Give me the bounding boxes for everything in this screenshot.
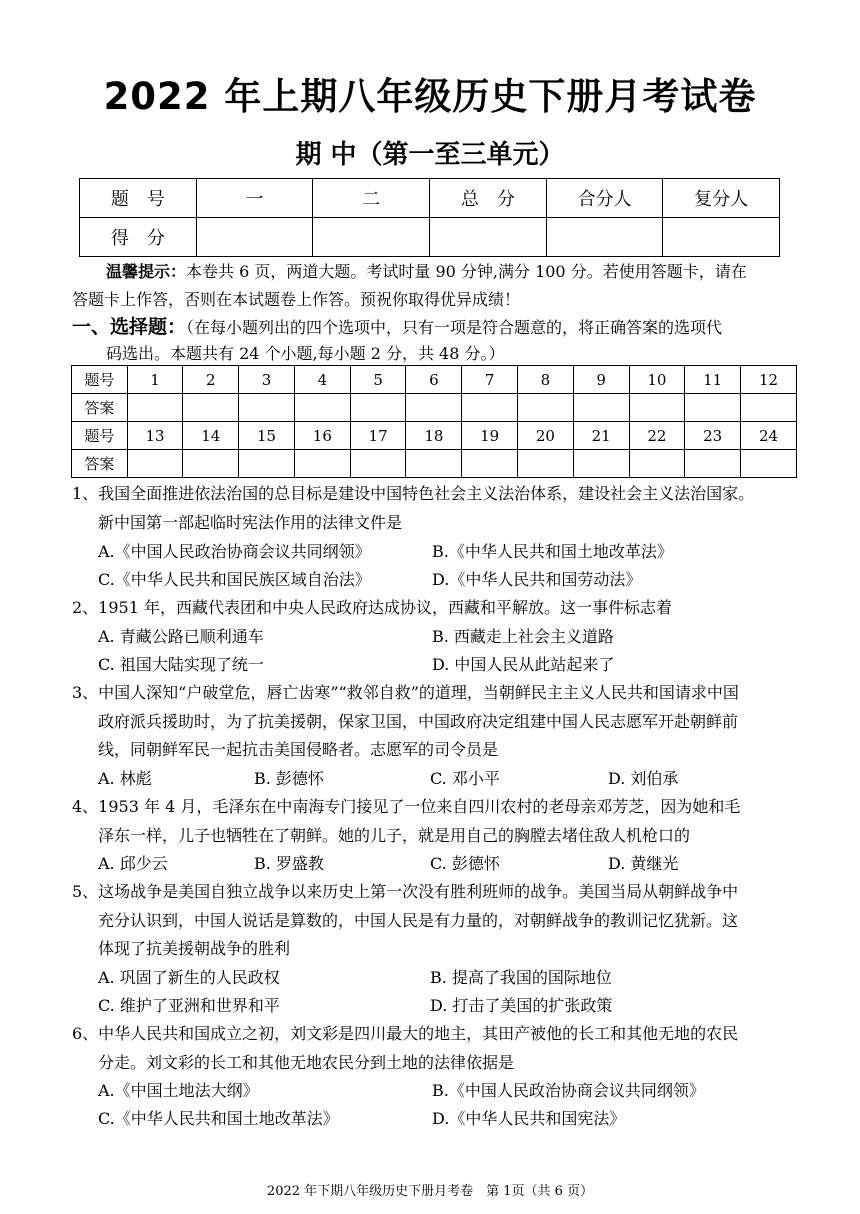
q4-option-b: B. 罗盛教 — [254, 854, 324, 873]
question-number-cell: 23 — [685, 422, 741, 450]
answer-blank-cell — [629, 450, 685, 478]
q2-option-d: D. 中国人民从此站起来了 — [432, 655, 615, 674]
exam-title: 2022 年上期八年级历史下册月考试卷 — [103, 75, 757, 118]
question-number-cell: 24 — [741, 422, 797, 450]
question-number-cell: 13 — [127, 422, 183, 450]
answer-blank-cell — [462, 450, 518, 478]
question-number-cell: 19 — [462, 422, 518, 450]
answer-blank-cell — [518, 450, 574, 478]
question-number-cell: 7 — [462, 366, 518, 394]
answer-blank-cell — [406, 394, 462, 422]
question-number-cell: 17 — [350, 422, 406, 450]
answer-blank-cell — [462, 394, 518, 422]
tip-label: 温馨提示： — [106, 262, 187, 281]
tip-text-1: 本卷共 6 页，两道大题。考试时量 90 分钟,满分 100 分。若使用答题卡，请在 — [186, 262, 747, 281]
q3-stem-line-2: 政府派兵援助时，为了抗美援朝，保家卫国，中国政府决定组建中国人民志愿军开赴朝鲜前 — [98, 712, 739, 731]
score-label-cell: 得 分 — [80, 218, 197, 257]
question-number-cell: 9 — [573, 366, 629, 394]
q2-option-c: C. 祖国大陆实现了统一 — [98, 655, 264, 674]
q5-stem-line-3: 体现了抗美援朝战争的胜利 — [98, 939, 291, 958]
answer-label-cell: 题号 — [72, 422, 128, 450]
question-number-cell: 20 — [518, 422, 574, 450]
q6-option-c: C.《中华人民共和国土地改革法》 — [98, 1109, 339, 1128]
q6-option-a: A.《中国土地法大纲》 — [98, 1081, 259, 1100]
q1-stem-line-2: 新中国第一部起临时宪法作用的法律文件是 — [98, 513, 403, 532]
q6-stem-line-1: 6、中华人民共和国成立之初，刘文彩是四川最大的地主，其田产被他的长工和其他无地的农民 — [72, 1024, 739, 1043]
score-cell: 一 — [196, 179, 313, 218]
question-number-cell: 21 — [573, 422, 629, 450]
question-number-cell: 1 — [127, 366, 183, 394]
question-number-cell: 22 — [629, 422, 685, 450]
q6-stem-line-2: 分走。刘文彩的长工和其他无地农民分到土地的法律依据是 — [98, 1053, 515, 1072]
score-cell: 题 号 — [80, 179, 197, 218]
score-cell: 总 分 — [429, 179, 546, 218]
q4-stem-line-1: 4、1953 年 4 月，毛泽东在中南海专门接见了一位来自四川农村的老母亲邓芳芝，因为她和毛 — [72, 797, 741, 816]
question-number-cell: 6 — [406, 366, 462, 394]
q1-option-a: A.《中国人民政治协商会议共同纲领》 — [98, 542, 371, 561]
section1-line-1 — [72, 317, 722, 338]
answer-blank-cell — [741, 450, 797, 478]
answer-number-row — [72, 422, 797, 450]
page-footer: 2022 年下期八年级历史下册月考卷 第 1页（共 6 页） — [266, 1184, 594, 1199]
score-table — [79, 178, 780, 257]
q6-option-d: D.《中华人民共和国宪法》 — [432, 1109, 626, 1128]
answer-label-cell: 答案 — [72, 394, 128, 422]
answer-blank-cell — [573, 450, 629, 478]
answer-blank-cell — [239, 394, 295, 422]
q1-option-b: B.《中华人民共和国土地改革法》 — [432, 542, 673, 561]
tip-line-2: 答题卡上作答，否则在本试题卷上作答。预祝你取得优异成绩！ — [72, 290, 521, 309]
question-number-cell: 11 — [685, 366, 741, 394]
q3-option-a: A. 林彪 — [98, 769, 152, 788]
q5-option-d: D. 打击了美国的扩张政策 — [430, 996, 613, 1015]
tip-line-1 — [106, 262, 747, 282]
question-number-cell: 2 — [183, 366, 239, 394]
answer-table — [71, 365, 797, 478]
question-number-cell: 5 — [350, 366, 406, 394]
q1-stem-line-1: 1、我国全面推进依法治国的总目标是建设中国特色社会主义法治体系，建设社会主义法治国家。 — [72, 484, 755, 503]
q4-option-a: A. 邱少云 — [98, 854, 168, 873]
answer-blank-cell — [294, 394, 350, 422]
question-number-cell: 10 — [629, 366, 685, 394]
section1-instruction-2: 码选出。本题共有 24 个小题,每小题 2 分，共 48 分。） — [106, 344, 505, 363]
answer-blank-cell — [183, 394, 239, 422]
answer-label-cell: 题号 — [72, 366, 128, 394]
answer-blank-cell — [350, 450, 406, 478]
answer-blank-cell — [406, 450, 462, 478]
answer-blank-cell — [239, 450, 295, 478]
answer-blank-cell — [518, 394, 574, 422]
q1-option-d: D.《中华人民共和国劳动法》 — [432, 570, 642, 589]
answer-label-cell: 答案 — [72, 450, 128, 478]
q5-stem-line-2: 充分认识到，中国人说话是算数的，中国人民是有力量的，对朝鲜战争的教训记忆犹新。这 — [98, 911, 739, 930]
question-number-cell: 18 — [406, 422, 462, 450]
answer-number-row — [72, 366, 797, 394]
q4-option-c: C. 彭德怀 — [430, 854, 500, 873]
score-blank-cell — [313, 218, 430, 257]
q5-option-a: A. 巩固了新生的人民政权 — [98, 968, 280, 987]
q6-option-b: B.《中国人民政治协商会议共同纲领》 — [432, 1081, 705, 1100]
q3-option-c: C. 邓小平 — [430, 769, 500, 788]
answer-blank-cell — [573, 394, 629, 422]
q2-option-a: A. 青藏公路已顺利通车 — [98, 627, 264, 646]
score-cell: 二 — [313, 179, 430, 218]
q3-stem-line-1: 3、中国人深知“户破堂危，唇亡齿寒”“救邻自救”的道理，当朝鲜民主主义人民共和国请求中国 — [72, 683, 739, 702]
score-cell: 复分人 — [663, 179, 780, 218]
question-number-cell: 16 — [294, 422, 350, 450]
q2-stem-line-1: 2、1951 年，西藏代表团和中央人民政府达成协议，西藏和平解放。这一事件标志着 — [72, 598, 672, 617]
q4-option-d: D. 黄继光 — [608, 854, 679, 873]
answer-blank-cell — [350, 394, 406, 422]
score-header-row — [80, 179, 780, 218]
answer-blank-cell — [685, 394, 741, 422]
exam-subtitle: 期 中（第一至三单元） — [295, 140, 565, 170]
score-value-row — [80, 218, 780, 257]
q4-stem-line-2: 泽东一样，儿子也牺牲在了朝鲜。她的儿子，就是用自己的胸膛去堵住敌人机枪口的 — [98, 826, 691, 845]
answer-blank-row — [72, 394, 797, 422]
q3-stem-line-3: 线，同朝鲜军民一起抗击美国侵略者。志愿军的司令员是 — [98, 740, 499, 759]
answer-blank-cell — [127, 394, 183, 422]
section1-heading: 一、选择题： — [72, 316, 187, 338]
answer-blank-cell — [685, 450, 741, 478]
section1-instruction-1: （在每小题列出的四个选项中，只有一项是符合题意的，将正确答案的选项代 — [186, 318, 723, 337]
question-number-cell: 3 — [239, 366, 295, 394]
question-number-cell: 4 — [294, 366, 350, 394]
score-blank-cell — [196, 218, 313, 257]
q5-option-c: C. 维护了亚洲和世界和平 — [98, 996, 280, 1015]
question-number-cell: 15 — [239, 422, 295, 450]
score-blank-cell — [546, 218, 663, 257]
answer-blank-cell — [183, 450, 239, 478]
q1-option-c: C.《中华人民共和国民族区域自治法》 — [98, 570, 371, 589]
answer-blank-cell — [294, 450, 350, 478]
answer-blank-cell — [127, 450, 183, 478]
q5-option-b: B. 提高了我国的国际地位 — [430, 968, 612, 987]
question-number-cell: 14 — [183, 422, 239, 450]
score-cell: 合分人 — [546, 179, 663, 218]
answer-blank-cell — [741, 394, 797, 422]
question-number-cell: 8 — [518, 366, 574, 394]
answer-blank-row — [72, 450, 797, 478]
answer-blank-cell — [629, 394, 685, 422]
q5-stem-line-1: 5、这场战争是美国自独立战争以来历史上第一次没有胜利班师的战争。美国当局从朝鲜战争中 — [72, 882, 739, 901]
question-number-cell: 12 — [741, 366, 797, 394]
q3-option-b: B. 彭德怀 — [254, 769, 324, 788]
q3-option-d: D. 刘伯承 — [608, 769, 679, 788]
q2-option-b: B. 西藏走上社会主义道路 — [432, 627, 614, 646]
score-blank-cell — [429, 218, 546, 257]
score-blank-cell — [663, 218, 780, 257]
